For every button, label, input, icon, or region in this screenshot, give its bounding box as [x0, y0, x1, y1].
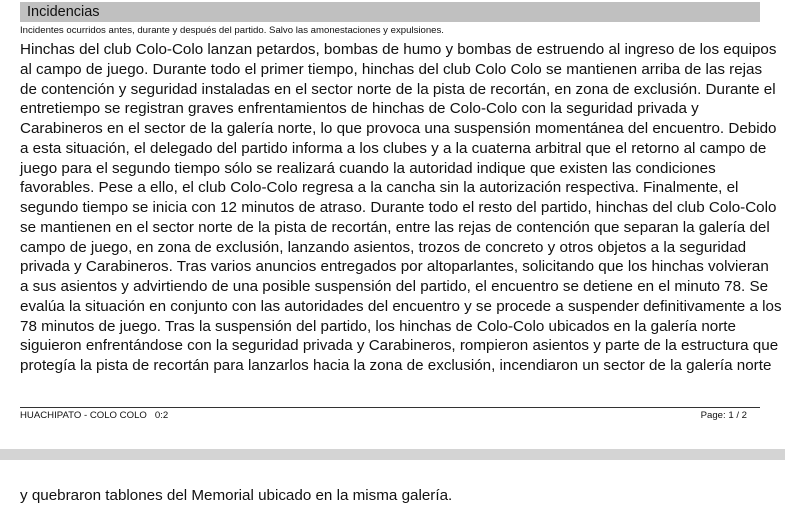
section-header-bar: [20, 2, 760, 22]
text-line: Hinchas del club Colo-Colo lanzan petardos, bombas de humo y bombas de estruendo al ingreso de los equipos: [20, 41, 777, 58]
text-line: entretiempo se registran graves enfrentamientos de hinchas de Colo-Colo con la seguridad privada y: [20, 100, 699, 118]
section-title: Incidencias: [27, 4, 100, 20]
text-line: favorables. Pese a ello, el club Colo-Colo regresa a la cancha sin la autorización respectiva. Finalmente, el: [20, 179, 739, 197]
text-line: de contención y seguridad instaladas en el sector norte de la pista de recortán, en zona de exclusión. Durante el: [20, 80, 776, 98]
page-separator: [0, 449, 785, 460]
text-line: protegía la pista de recortán para lanzarlos hacia la zona de exclusión, incendiaron un sector de la galería norte: [20, 357, 772, 374]
text-line: juego para el segundo tiempo sólo se realizará cuando la autoridad indique que existen las condiciones: [20, 159, 716, 177]
incident-report-text: [20, 40, 782, 376]
text-line: Carabineros en el sector de la galería norte, lo que provoca una suspensión momentánea del encuentro. Debido: [20, 120, 777, 137]
section-subtitle: Incidentes ocurridos antes, durante y después del partido. Salvo las amonestaciones y expulsiones.: [20, 25, 444, 36]
text-line: se mantienen en el sector norte de la pista de recortán, entre las rejas de contención que separan la galería del: [20, 218, 770, 236]
footer-match-info: HUACHIPATO - COLO COLO 0:2: [20, 410, 169, 421]
text-line: 78 minutos de juego. Tras la suspensión del partido, los hinchas de Colo-Colo ubicados en la galería norte: [20, 317, 736, 335]
footer-page-indicator: Page: 1 / 2: [700, 410, 747, 421]
text-line: a esta situación, el delegado del partido informa a los clubes y a la cuaterna arbitral que el retorno al campo de: [20, 139, 767, 157]
continuation-text: y quebraron tablones del Memorial ubicado en la misma galería.: [20, 487, 453, 504]
text-line: siguieron enfrentándose con la seguridad privada y Carabineros, rompieron asientos y parte de la estructura que: [20, 337, 779, 355]
footer-divider: [20, 407, 760, 408]
text-line: campo de juego, en zona de exclusión, lanzando asientos, trozos de concreto y otros objetos a la seguridad: [20, 238, 747, 256]
text-line: a sus asientos y advirtiendo de una posible suspensión del partido, el encuentro se detiene en el minuto 78. Se: [20, 278, 769, 295]
text-line: privada y Carabineros. Tras varios anuncios entregados por altoparlantes, solicitando que los hinchas volvieran: [20, 258, 769, 276]
text-line: segundo tiempo se inicia con 12 minutos de atraso. Durante todo el resto del partido, hinchas del club Colo-Colo: [20, 199, 777, 216]
text-line: al campo de juego. Durante todo el primer tiempo, hinchas del club Colo Colo se mantienen arriba de las rejas: [20, 60, 763, 78]
page-2: [0, 460, 785, 513]
text-line: evalúa la situación en conjunto con las autoridades del encuentro y se procede a suspender definitivamente a los: [20, 297, 782, 315]
